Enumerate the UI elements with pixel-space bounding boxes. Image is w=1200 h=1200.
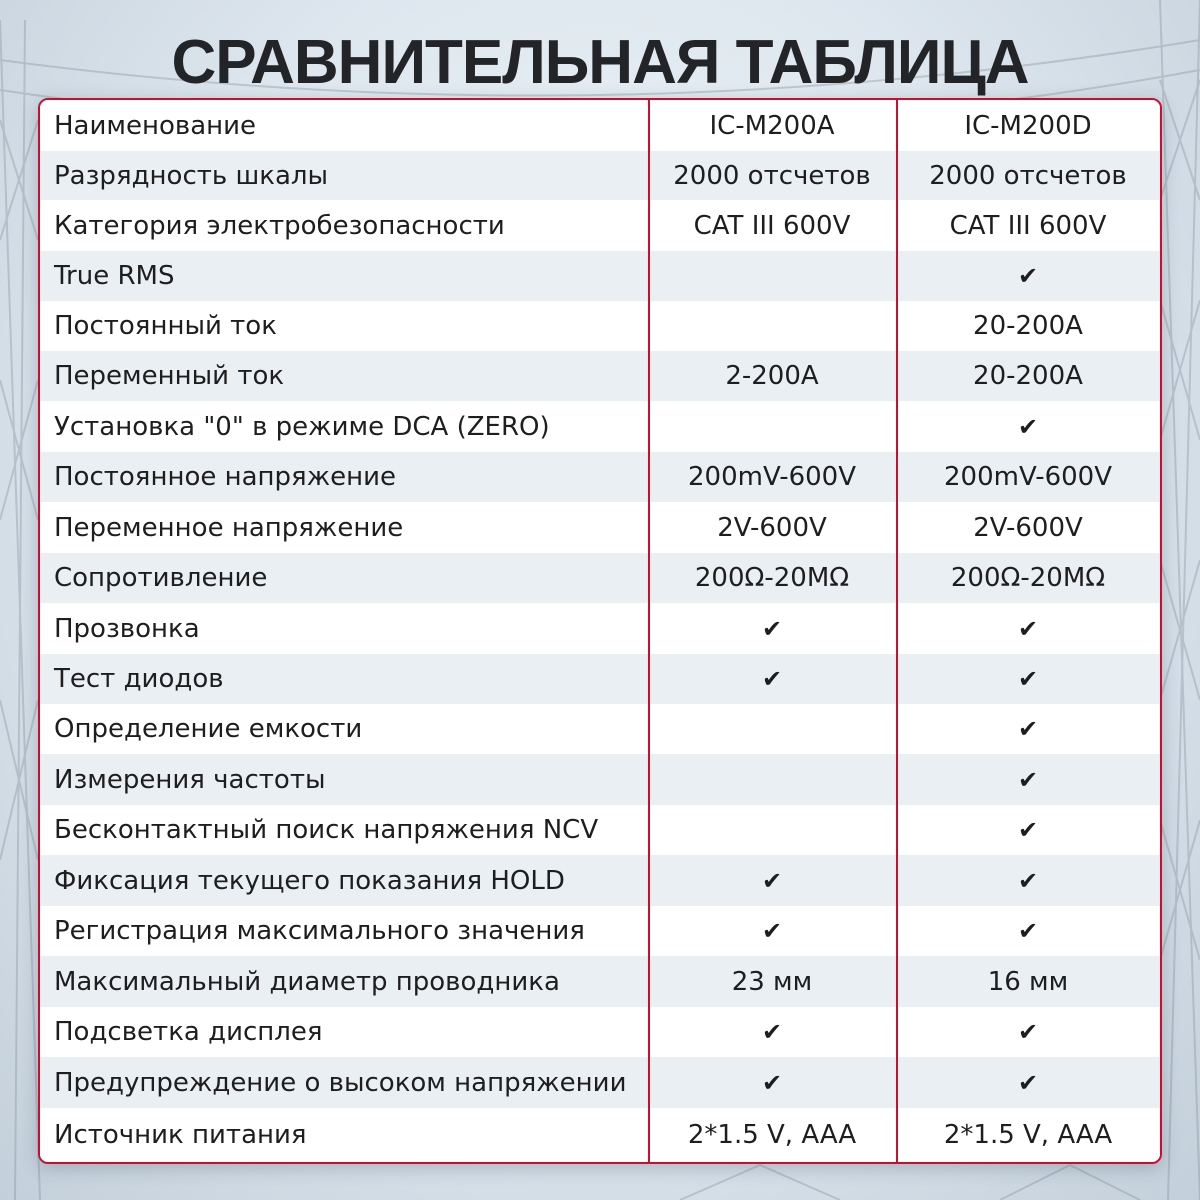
- row-label: Бесконтактный поиск напряжения NCV: [54, 815, 599, 845]
- value-ic-m200d-check-icon: ✔: [1017, 1068, 1039, 1097]
- value-ic-m200a-check-icon: ✔: [761, 665, 783, 693]
- value-ic-m200d-check-icon: ✔: [1017, 412, 1039, 441]
- value-ic-m200d-check-icon: ✔: [1017, 866, 1039, 895]
- table-row: [40, 251, 1160, 301]
- value-ic-m200a: 200Ω-20MΩ: [694, 563, 850, 593]
- table-row: [40, 754, 1160, 805]
- value-ic-m200a-check-icon: ✔: [761, 1018, 783, 1046]
- row-label: Определение емкости: [54, 714, 363, 744]
- table-row: [40, 1007, 1160, 1057]
- value-ic-m200d: 2*1.5 V, AAA: [943, 1120, 1113, 1150]
- value-ic-m200a-check-icon: ✔: [761, 1068, 783, 1097]
- value-ic-m200d-check-icon: ✔: [1017, 1018, 1039, 1046]
- row-label: Постоянное напряжение: [54, 462, 396, 492]
- value-ic-m200d-check-icon: ✔: [1017, 715, 1039, 743]
- table-row: [40, 553, 1160, 603]
- row-label: Сопротивление: [54, 563, 268, 593]
- table-row: [40, 452, 1160, 502]
- row-label: Наименование: [54, 110, 257, 141]
- value-ic-m200d: 16 мм: [987, 966, 1069, 997]
- table-row: [40, 1108, 1160, 1162]
- table-row: [40, 301, 1160, 351]
- row-label: Переменное напряжение: [54, 512, 404, 543]
- value-ic-m200d-check-icon: ✔: [1017, 917, 1039, 945]
- value-ic-m200d-check-icon: ✔: [1017, 816, 1039, 844]
- table-row: [40, 151, 1160, 200]
- value-ic-m200d-check-icon: ✔: [1017, 665, 1039, 693]
- row-label: Постоянный ток: [54, 311, 277, 341]
- row-label: Тест диодов: [54, 664, 224, 694]
- table-row: [40, 654, 1160, 704]
- value-ic-m200a-check-icon: ✔: [761, 866, 783, 895]
- row-label: Регистрация максимального значения: [54, 916, 585, 946]
- table-row: [40, 401, 1160, 452]
- value-ic-m200a: 2*1.5 V, AAA: [687, 1120, 857, 1150]
- value-ic-m200a: IC-M200A: [709, 110, 835, 141]
- value-ic-m200d: 20-200A: [973, 361, 1083, 391]
- value-ic-m200a: 23 мм: [731, 966, 813, 997]
- page-title: СРАВНИТЕЛЬНАЯ ТАБЛИЦА: [171, 28, 1029, 97]
- column-divider-a: [648, 100, 650, 1162]
- table-row: [40, 100, 1160, 151]
- table-row: [40, 855, 1160, 906]
- row-label: Установка "0" в режиме DCA (ZERO): [54, 411, 550, 442]
- row-label: True RMS: [54, 261, 175, 291]
- value-ic-m200d: CAT III 600V: [949, 210, 1107, 241]
- value-ic-m200a: 2V-600V: [717, 512, 827, 543]
- table-row: [40, 351, 1160, 401]
- value-ic-m200d-check-icon: ✔: [1017, 614, 1039, 643]
- comparison-table: [38, 98, 1162, 1164]
- table-row: [40, 805, 1160, 855]
- value-ic-m200d: 200Ω-20MΩ: [950, 563, 1106, 593]
- row-label: Источник питания: [54, 1120, 307, 1150]
- row-label: Измерения частоты: [54, 764, 326, 795]
- table-row: [40, 906, 1160, 956]
- value-ic-m200d: 2V-600V: [973, 512, 1083, 543]
- value-ic-m200d: 20-200A: [973, 311, 1083, 341]
- row-label: Переменный ток: [54, 361, 285, 391]
- value-ic-m200a: CAT III 600V: [693, 210, 851, 241]
- table-row: [40, 502, 1160, 553]
- column-divider-b: [896, 100, 898, 1162]
- row-label: Максимальный диаметр проводника: [54, 966, 560, 997]
- value-ic-m200d-check-icon: ✔: [1017, 262, 1039, 290]
- row-label: Фиксация текущего показания HOLD: [54, 865, 565, 896]
- row-label: Разрядность шкалы: [54, 160, 329, 191]
- value-ic-m200d-check-icon: ✔: [1017, 765, 1039, 794]
- table-row: [40, 603, 1160, 654]
- value-ic-m200d: IC-M200D: [964, 110, 1092, 141]
- value-ic-m200d: 200mV-600V: [943, 462, 1112, 492]
- table-row: [40, 200, 1160, 251]
- value-ic-m200a-check-icon: ✔: [761, 614, 783, 643]
- value-ic-m200d: 2000 отсчетов: [929, 160, 1127, 191]
- table-row: [40, 1057, 1160, 1108]
- value-ic-m200a: 200mV-600V: [687, 462, 856, 492]
- row-label: Подсветка дисплея: [54, 1017, 323, 1047]
- value-ic-m200a-check-icon: ✔: [761, 917, 783, 945]
- value-ic-m200a: 2000 отсчетов: [673, 160, 871, 191]
- row-label: Прозвонка: [54, 613, 200, 644]
- table-row: [40, 956, 1160, 1007]
- row-label: Категория электробезопасности: [54, 210, 505, 241]
- value-ic-m200a: 2-200A: [725, 361, 819, 391]
- row-label: Предупреждение о высоком напряжении: [54, 1067, 627, 1098]
- table-row: [40, 704, 1160, 754]
